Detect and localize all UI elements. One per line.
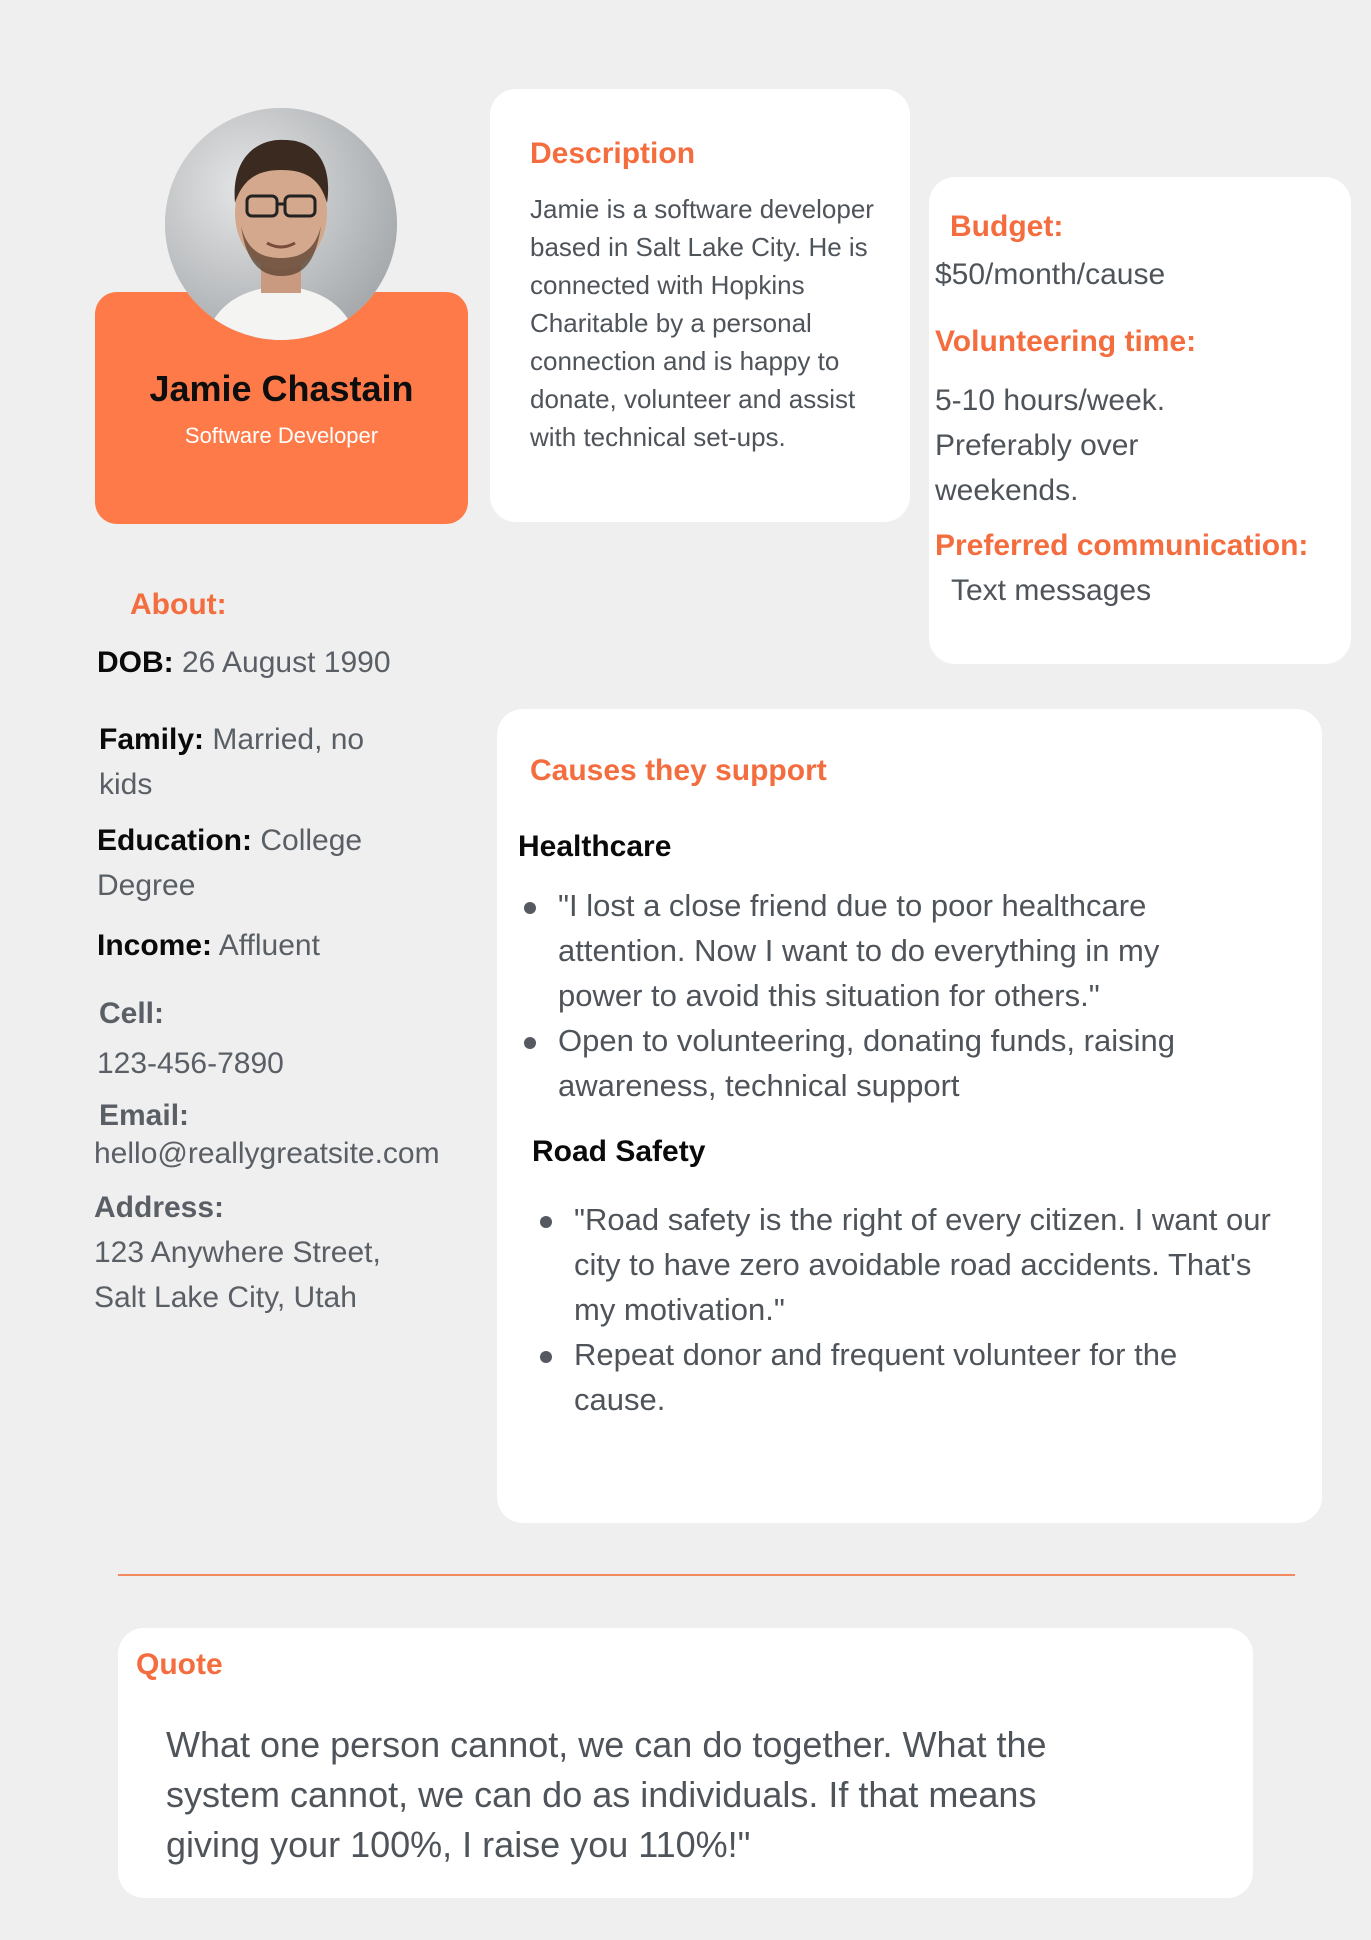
email-label: Email: bbox=[99, 1099, 190, 1132]
family-value: Married, no kids bbox=[99, 723, 365, 801]
communication-label: Preferred communication: bbox=[935, 529, 1309, 562]
cell-value: 123-456-7890 bbox=[97, 1047, 284, 1080]
income-label: Income: bbox=[97, 929, 213, 962]
profile-role: Software Developer bbox=[184, 423, 379, 448]
budget-label: Budget: bbox=[950, 210, 1064, 243]
family-row bbox=[99, 717, 399, 807]
list-item: "Road safety is the right of every citizen. I want our city to have zero avoidable road accidents. That's my motivation." bbox=[534, 1197, 1274, 1332]
list-item: Repeat donor and frequent volunteer for the cause. bbox=[534, 1332, 1274, 1422]
profile-name: Jamie Chastain bbox=[149, 368, 414, 409]
dob-label: DOB: bbox=[97, 646, 174, 679]
list-item: Open to volunteering, donating funds, raising awareness, technical support bbox=[518, 1018, 1218, 1108]
about-title: About: bbox=[130, 588, 227, 621]
volunteering-label: Volunteering time: bbox=[935, 325, 1197, 358]
income-value: Affluent bbox=[218, 929, 320, 962]
email-value: hello@reallygreatsite.com bbox=[94, 1137, 440, 1170]
dob-value: 26 August 1990 bbox=[182, 646, 391, 679]
address-value: 123 Anywhere Street, Salt Lake City, Utah bbox=[94, 1236, 381, 1314]
quote-text: What one person cannot, we can do together. What the system cannot, we can do as individuals. If that means giving your 100%, I raise you 110%!" bbox=[166, 1724, 1047, 1865]
causes-title: Causes they support bbox=[530, 754, 827, 787]
address-label: Address: bbox=[94, 1191, 225, 1224]
education-row bbox=[97, 818, 397, 908]
cause-healthcare-title: Healthcare bbox=[518, 830, 672, 863]
person-photo-icon bbox=[165, 108, 397, 340]
dob-row bbox=[97, 640, 427, 685]
budget-value: $50/month/cause bbox=[935, 258, 1166, 291]
cause-healthcare-list bbox=[518, 883, 1218, 1108]
cause-road-safety-list bbox=[534, 1197, 1274, 1422]
communication-value: Text messages bbox=[951, 574, 1152, 607]
education-label: Education: bbox=[97, 824, 252, 857]
section-divider bbox=[118, 1574, 1295, 1576]
quote-title: Quote bbox=[136, 1648, 223, 1681]
description-text: Jamie is a software developer based in Salt Lake City. He is connected with Hopkins Charitable by a personal connection and is happy to donate, volunteer and assist with technical set-ups. bbox=[530, 194, 874, 452]
family-label: Family: bbox=[99, 723, 205, 756]
education-value: College Degree bbox=[97, 824, 363, 902]
description-title: Description bbox=[530, 137, 696, 170]
income-row bbox=[97, 923, 427, 968]
cell-label: Cell: bbox=[99, 997, 165, 1030]
volunteering-value: 5-10 hours/week. Preferably over weekends. bbox=[935, 384, 1166, 507]
avatar bbox=[165, 108, 397, 340]
cause-road-safety-title: Road Safety bbox=[532, 1135, 706, 1168]
list-item: "I lost a close friend due to poor healthcare attention. Now I want to do everything in my power to avoid this situation for others." bbox=[518, 883, 1218, 1018]
